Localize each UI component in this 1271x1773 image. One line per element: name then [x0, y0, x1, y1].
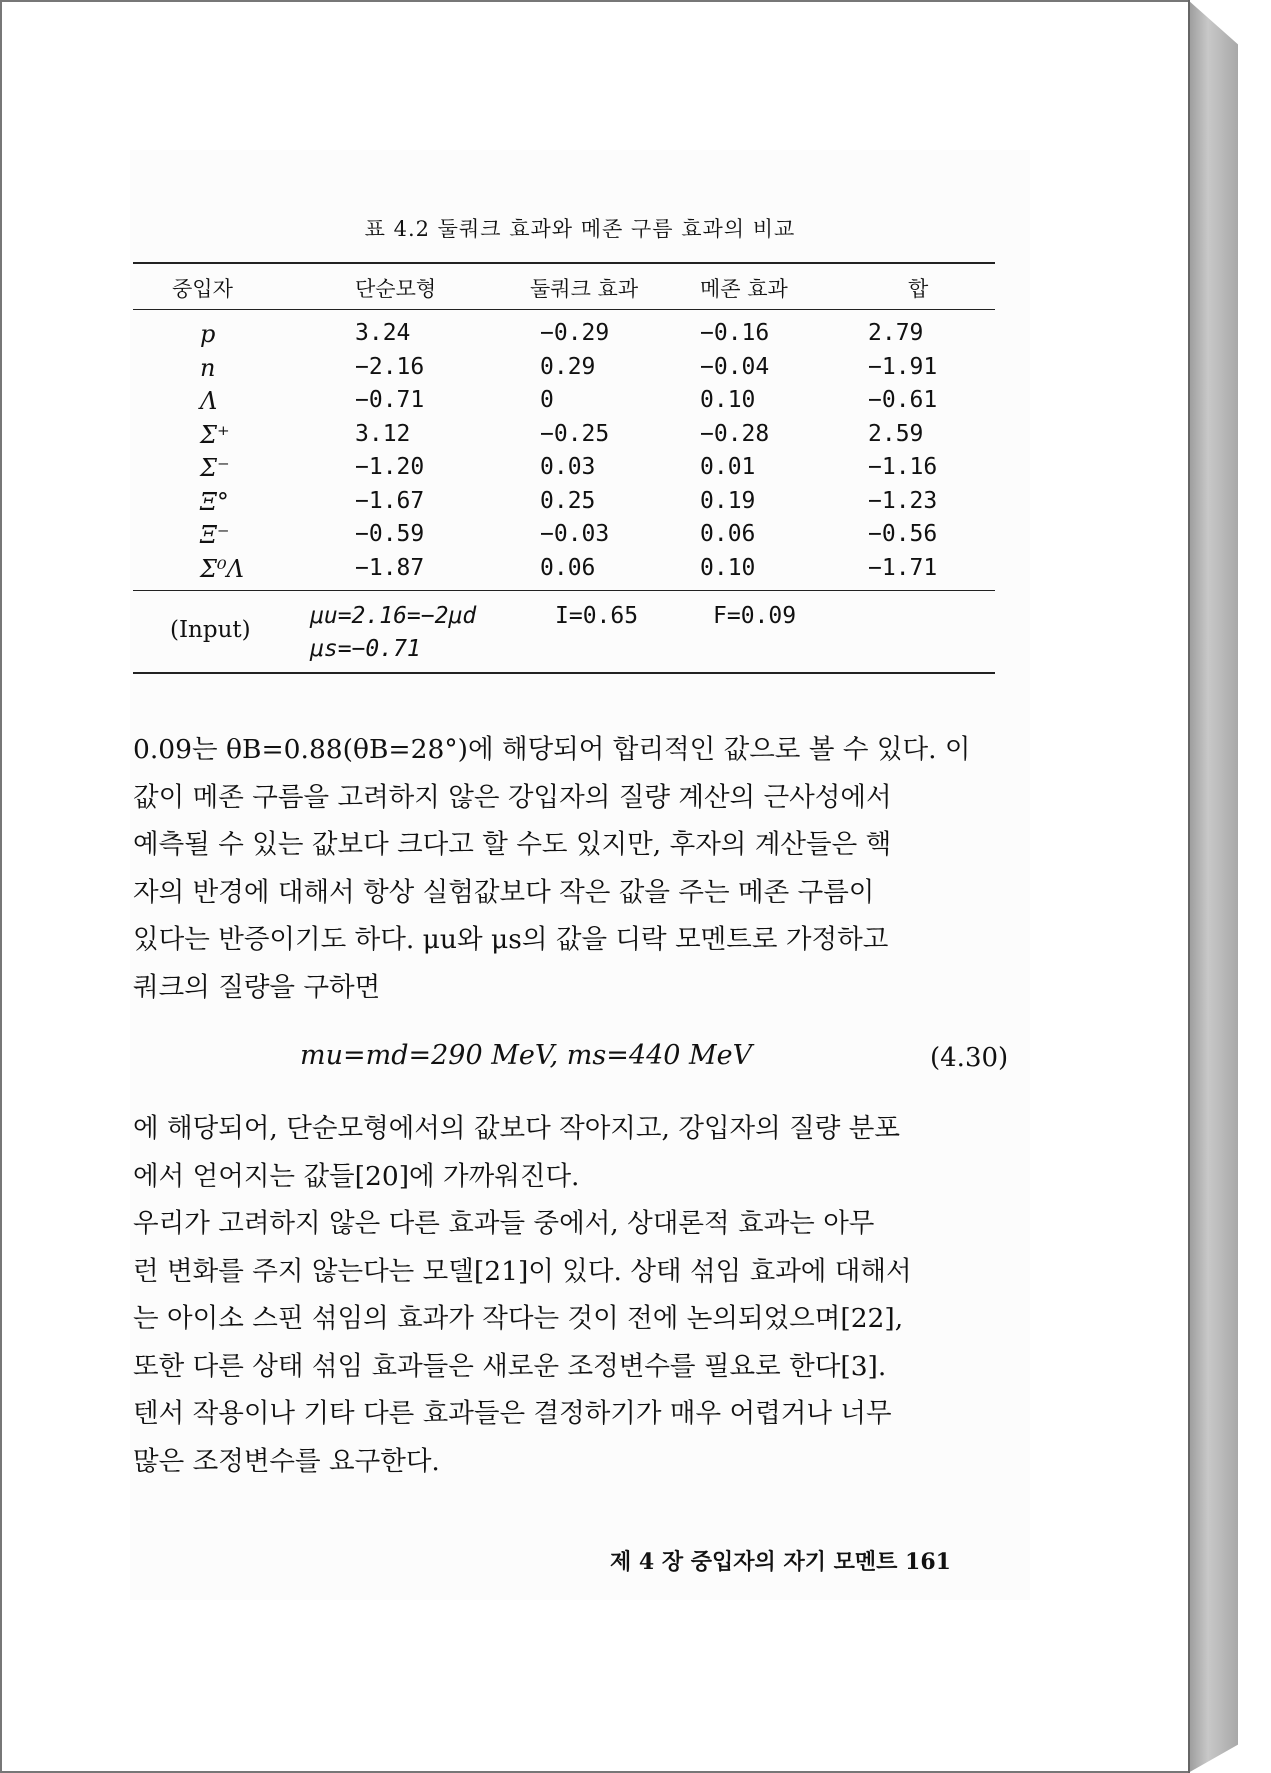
cell-two-quark: 0.03 — [540, 454, 596, 480]
input-mu-s: μs=−0.71 — [310, 636, 421, 662]
paragraph-3 — [133, 1200, 997, 1485]
cell-sum: −0.56 — [868, 521, 938, 547]
page-edge-shadow — [1188, 0, 1238, 1773]
text-line: 예측될 수 있는 값보다 크다고 할 수도 있지만, 후자의 계산들은 핵 — [133, 829, 892, 860]
table-top-rule — [133, 262, 995, 264]
cell-meson: 0.19 — [700, 487, 756, 514]
header-two-quark: 둘쿼크 효과 — [530, 277, 639, 301]
equation-number: (4.30) — [930, 1043, 1009, 1073]
input-mu-u: μu=2.16=−2μd — [310, 603, 477, 629]
cell-two-quark: 0 — [540, 387, 554, 413]
cell-two-quark: 0.29 — [540, 353, 596, 380]
cell-simple: −1.20 — [355, 454, 425, 480]
page-footer: 제 4 장 중입자의 자기 모멘트 161 — [610, 1549, 951, 1575]
cell-sum: 2.59 — [868, 420, 924, 447]
input-label: (Input) — [170, 617, 251, 643]
paragraph-2 — [133, 1105, 997, 1200]
cell-simple: −2.16 — [355, 353, 425, 380]
cell-simple: −1.87 — [355, 554, 425, 581]
cell-simple: 3.24 — [355, 320, 411, 346]
table-caption: 표 4.2 둘쿼크 효과와 메존 구름 효과의 비교 — [364, 217, 796, 241]
text-line: 는 아이소 스핀 섞임의 효과가 작다는 것이 전에 논의되었으며[22], — [133, 1303, 904, 1334]
text-line: 텐서 작용이나 기타 다른 효과들은 결정하기가 매우 어렵거나 너무 — [133, 1398, 892, 1429]
cell-simple: −1.67 — [355, 487, 425, 514]
header-sum: 합 — [908, 277, 929, 301]
cell-meson: 0.06 — [700, 521, 756, 547]
text-line: 있다는 반증이기도 하다. μu와 μs의 값을 디락 모멘트로 가정하고 — [133, 924, 889, 955]
equation — [300, 1040, 752, 1071]
cell-two-quark: −0.29 — [540, 320, 610, 346]
cell-simple: −0.59 — [355, 521, 425, 547]
page-edge-line — [1188, 0, 1190, 1773]
cell-two-quark: −0.25 — [540, 420, 610, 447]
paragraph-1 — [133, 726, 997, 1011]
cell-sum: −1.16 — [868, 454, 938, 480]
input-I: I=0.65 — [555, 603, 639, 629]
text-line: 런 변화를 주지 않는다는 모델[21]이 있다. 상태 섞임 효과에 대해서 — [133, 1255, 912, 1287]
cell-two-quark: 0.06 — [540, 554, 596, 581]
text-line: 0.09는 θB=0.88(θB=28°)에 해당되어 합리적인 값으로 볼 수 있다. 이 — [133, 734, 971, 765]
text-line: 또한 다른 상태 섞임 효과들은 새로운 조정변수를 필요로 한다[3]. — [133, 1350, 887, 1382]
text-line: 우리가 고려하지 않은 다른 효과들 중에서, 상대론적 효과는 아무 — [133, 1208, 875, 1239]
cell-simple: −0.71 — [355, 387, 425, 413]
table-header-rule — [133, 309, 995, 310]
text-line: 값이 메존 구름을 고려하지 않은 강입자의 질량 계산의 근사성에서 — [133, 781, 892, 813]
cell-simple: 3.12 — [355, 420, 411, 447]
text-line: 자의 반경에 대해서 항상 실험값보다 작은 값을 주는 메존 구름이 — [133, 876, 875, 908]
table-bottom-rule — [133, 672, 995, 674]
cell-meson: 0.10 — [700, 387, 756, 413]
cell-sum: −0.61 — [868, 387, 938, 413]
input-F: F=0.09 — [713, 603, 797, 629]
text-line: 에 해당되어, 단순모형에서의 값보다 작아지고, 강입자의 질량 분포 — [133, 1113, 900, 1144]
cell-particle: Ξ° — [200, 487, 229, 516]
text-line: 쿼크의 질량을 구하면 — [133, 971, 381, 1003]
text-line: 많은 조정변수를 요구한다. — [133, 1445, 440, 1477]
cell-meson: 0.01 — [700, 454, 756, 480]
header-simple-model: 단순모형 — [355, 277, 437, 301]
cell-sum: −1.23 — [868, 487, 938, 514]
cell-particle: Σ⁰Λ — [200, 554, 244, 583]
equation-text: mu=md=290 MeV, ms=440 MeV — [300, 1040, 753, 1071]
cell-particle: p — [200, 320, 216, 348]
cell-particle: Σ⁺ — [200, 420, 230, 449]
cell-particle: n — [200, 353, 216, 382]
cell-meson: −0.28 — [700, 420, 770, 447]
header-baryon: 중입자 — [172, 277, 233, 301]
cell-two-quark: −0.03 — [540, 521, 610, 547]
cell-meson: −0.04 — [700, 353, 770, 380]
cell-two-quark: 0.25 — [540, 487, 596, 514]
cell-particle: Σ⁻ — [200, 454, 230, 482]
text-line: 에서 얻어지는 값들[20]에 가까워진다. — [133, 1160, 580, 1192]
cell-particle: Λ — [200, 387, 218, 415]
cell-meson: −0.16 — [700, 320, 770, 346]
cell-particle: Ξ⁻ — [200, 521, 230, 549]
cell-sum: 2.79 — [868, 320, 924, 346]
cell-sum: −1.71 — [868, 554, 938, 581]
cell-meson: 0.10 — [700, 554, 756, 581]
cell-sum: −1.91 — [868, 353, 938, 380]
header-meson: 메존 효과 — [700, 277, 788, 301]
table-body-rule — [133, 590, 995, 591]
